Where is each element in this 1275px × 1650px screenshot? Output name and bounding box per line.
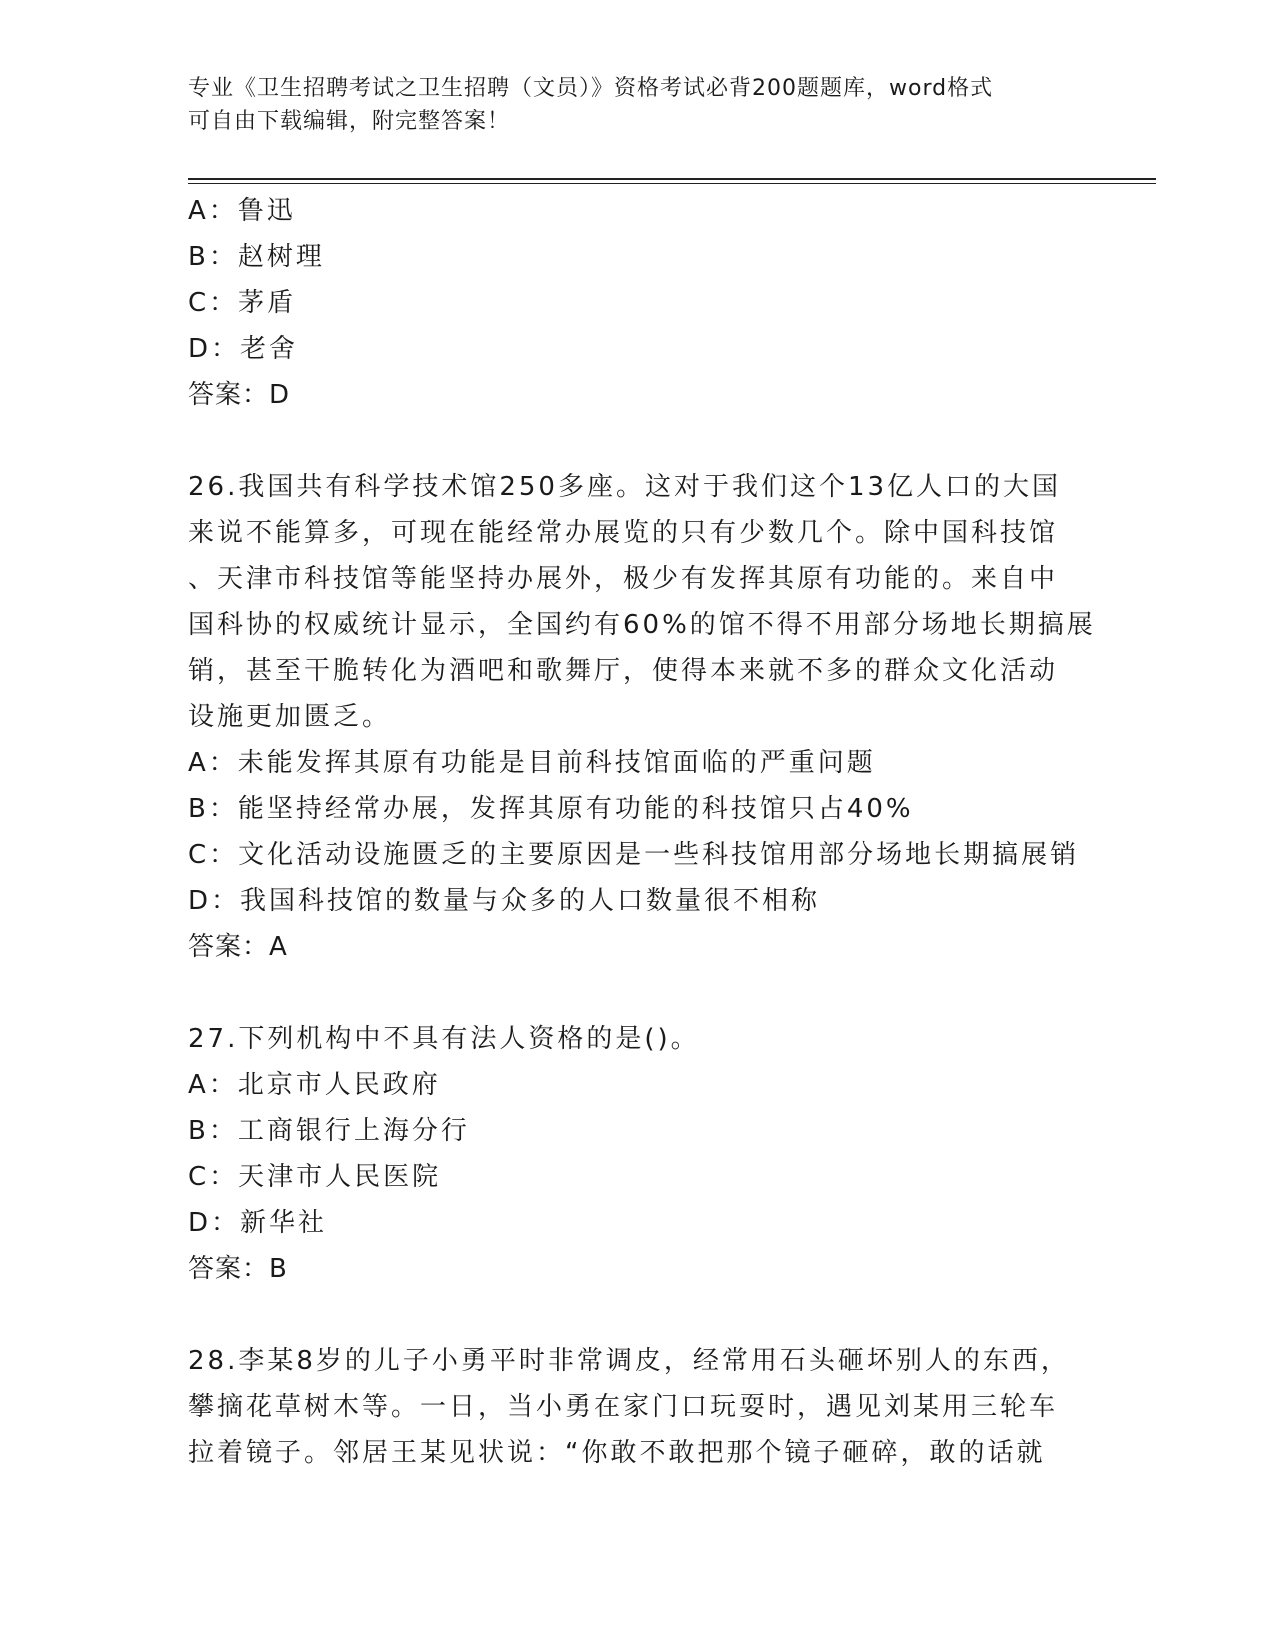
option-c: C：天津市人民医院 — [188, 1162, 442, 1192]
option-b: B：能坚持经常办展，发挥其原有功能的科技馆只占40% — [188, 794, 914, 824]
answer-line: 答案：D — [188, 380, 291, 410]
spacer — [188, 970, 1088, 1016]
option-a: A：鲁迅 — [188, 196, 296, 226]
header-rule-thick — [188, 178, 1156, 180]
spacer — [188, 1292, 1088, 1338]
question-25 — [188, 188, 1088, 418]
question-26 — [188, 464, 1096, 970]
question-stem-line: 28.李某8岁的儿子小勇平时非常调皮，经常用石头砸坏别人的东西， — [188, 1346, 1070, 1376]
question-stem-line: 26.我国共有科学技术馆250多座。这对于我们这个13亿人口的大国 — [188, 472, 1062, 502]
question-stem-line: 攀摘花草树木等。一日，当小勇在家门口玩耍时，遇见刘某用三轮车 — [188, 1392, 1059, 1422]
question-stem-line: 拉着镜子。邻居王某见状说：“你敢不敢把那个镜子砸碎，敢的话就 — [188, 1438, 1046, 1468]
option-d: D：新华社 — [188, 1208, 328, 1238]
header-line-1: 专业《卫生招聘考试之卫生招聘（文员）》资格考试必背200题题库，word格式 — [188, 76, 994, 101]
answer-line: 答案：B — [188, 1254, 288, 1284]
option-c: C：茅盾 — [188, 288, 297, 318]
option-b: B：工商银行上海分行 — [188, 1116, 470, 1146]
spacer — [188, 418, 1088, 464]
question-stem-line: 来说不能算多，可现在能经常办展览的只有少数几个。除中国科技馆 — [188, 518, 1059, 548]
question-stem-line: 设施更加匮乏。 — [188, 702, 392, 732]
question-stem-line: 、天津市科技馆等能坚持办展外，极少有发挥其原有功能的。来自中 — [188, 564, 1059, 594]
question-27 — [188, 1016, 1088, 1292]
option-d: D：老舍 — [188, 334, 299, 364]
question-stem-line: 27.下列机构中不具有法人资格的是()。 — [188, 1024, 700, 1054]
option-c: C：文化活动设施匮乏的主要原因是一些科技馆用部分场地长期搞展销 — [188, 840, 1080, 870]
header-rule-thin — [188, 183, 1156, 184]
question-28 — [188, 1338, 1088, 1476]
option-a: A：未能发挥其原有功能是目前科技馆面临的严重问题 — [188, 748, 876, 778]
question-stem-line: 国科协的权威统计显示，全国约有60%的馆不得不用部分场地长期搞展 — [188, 610, 1096, 640]
option-a: A：北京市人民政府 — [188, 1070, 441, 1100]
document-header — [188, 72, 1088, 138]
answer-line: 答案：A — [188, 932, 288, 962]
option-b: B：赵树理 — [188, 242, 325, 272]
header-line-2: 可自由下载编辑，附完整答案！ — [188, 109, 511, 134]
option-d: D：我国科技馆的数量与众多的人口数量很不相称 — [188, 886, 821, 916]
question-stem-line: 销，甚至干脆转化为酒吧和歌舞厅，使得本来就不多的群众文化活动 — [188, 656, 1059, 686]
question-content — [188, 188, 1096, 1476]
